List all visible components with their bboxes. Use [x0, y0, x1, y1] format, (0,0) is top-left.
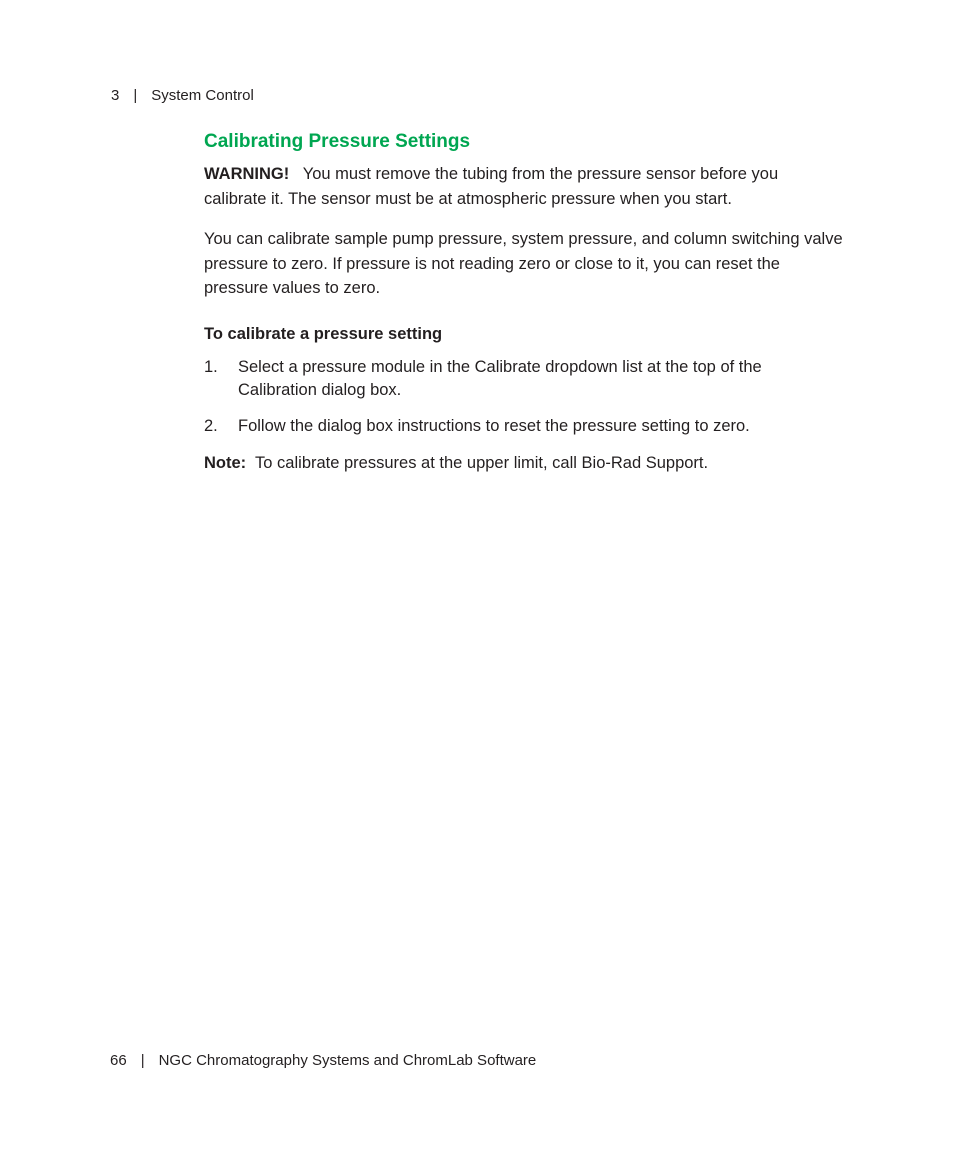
footer-separator: |	[140, 1052, 145, 1069]
step-text: Follow the dialog box instructions to reset the pressure setting to zero.	[238, 416, 750, 435]
running-footer	[110, 1052, 536, 1070]
warning-text: You must remove the tubing from the pressure sensor before you calibrate it. The sensor must be at atmospheric pressure when you start.	[204, 165, 779, 208]
step-number: 2.	[204, 416, 218, 435]
warning-label: WARNING!	[204, 165, 290, 183]
intro-paragraph: You can calibrate sample pump pressure, system pressure, and column switching valve pressure to zero. If pressure is not reading zero or close to it, you can reset the pressure values to zero.	[204, 230, 843, 297]
procedure-title: To calibrate a pressure setting	[204, 324, 443, 343]
note-paragraph	[204, 451, 844, 475]
note-text: To calibrate pressures at the upper limit, call Bio-Rad Support.	[255, 454, 709, 472]
running-header	[111, 87, 254, 105]
step-text: Select a pressure module in the Calibrate dropdown list at the top of the Calibration dialog box.	[238, 357, 762, 399]
step-number: 1.	[204, 357, 218, 376]
chapter-number: 3	[111, 87, 120, 104]
chapter-title: System Control	[151, 87, 254, 104]
procedure-steps	[204, 356, 844, 439]
page-number: 66	[110, 1052, 127, 1069]
procedure-step	[204, 415, 844, 439]
header-separator: |	[133, 87, 138, 104]
main-content	[204, 130, 844, 475]
warning-paragraph	[204, 162, 844, 211]
note-label: Note:	[204, 454, 247, 472]
book-title: NGC Chromatography Systems and ChromLab Software	[158, 1052, 537, 1069]
section-title: Calibrating Pressure Settings	[204, 131, 471, 152]
procedure-step	[204, 356, 844, 403]
